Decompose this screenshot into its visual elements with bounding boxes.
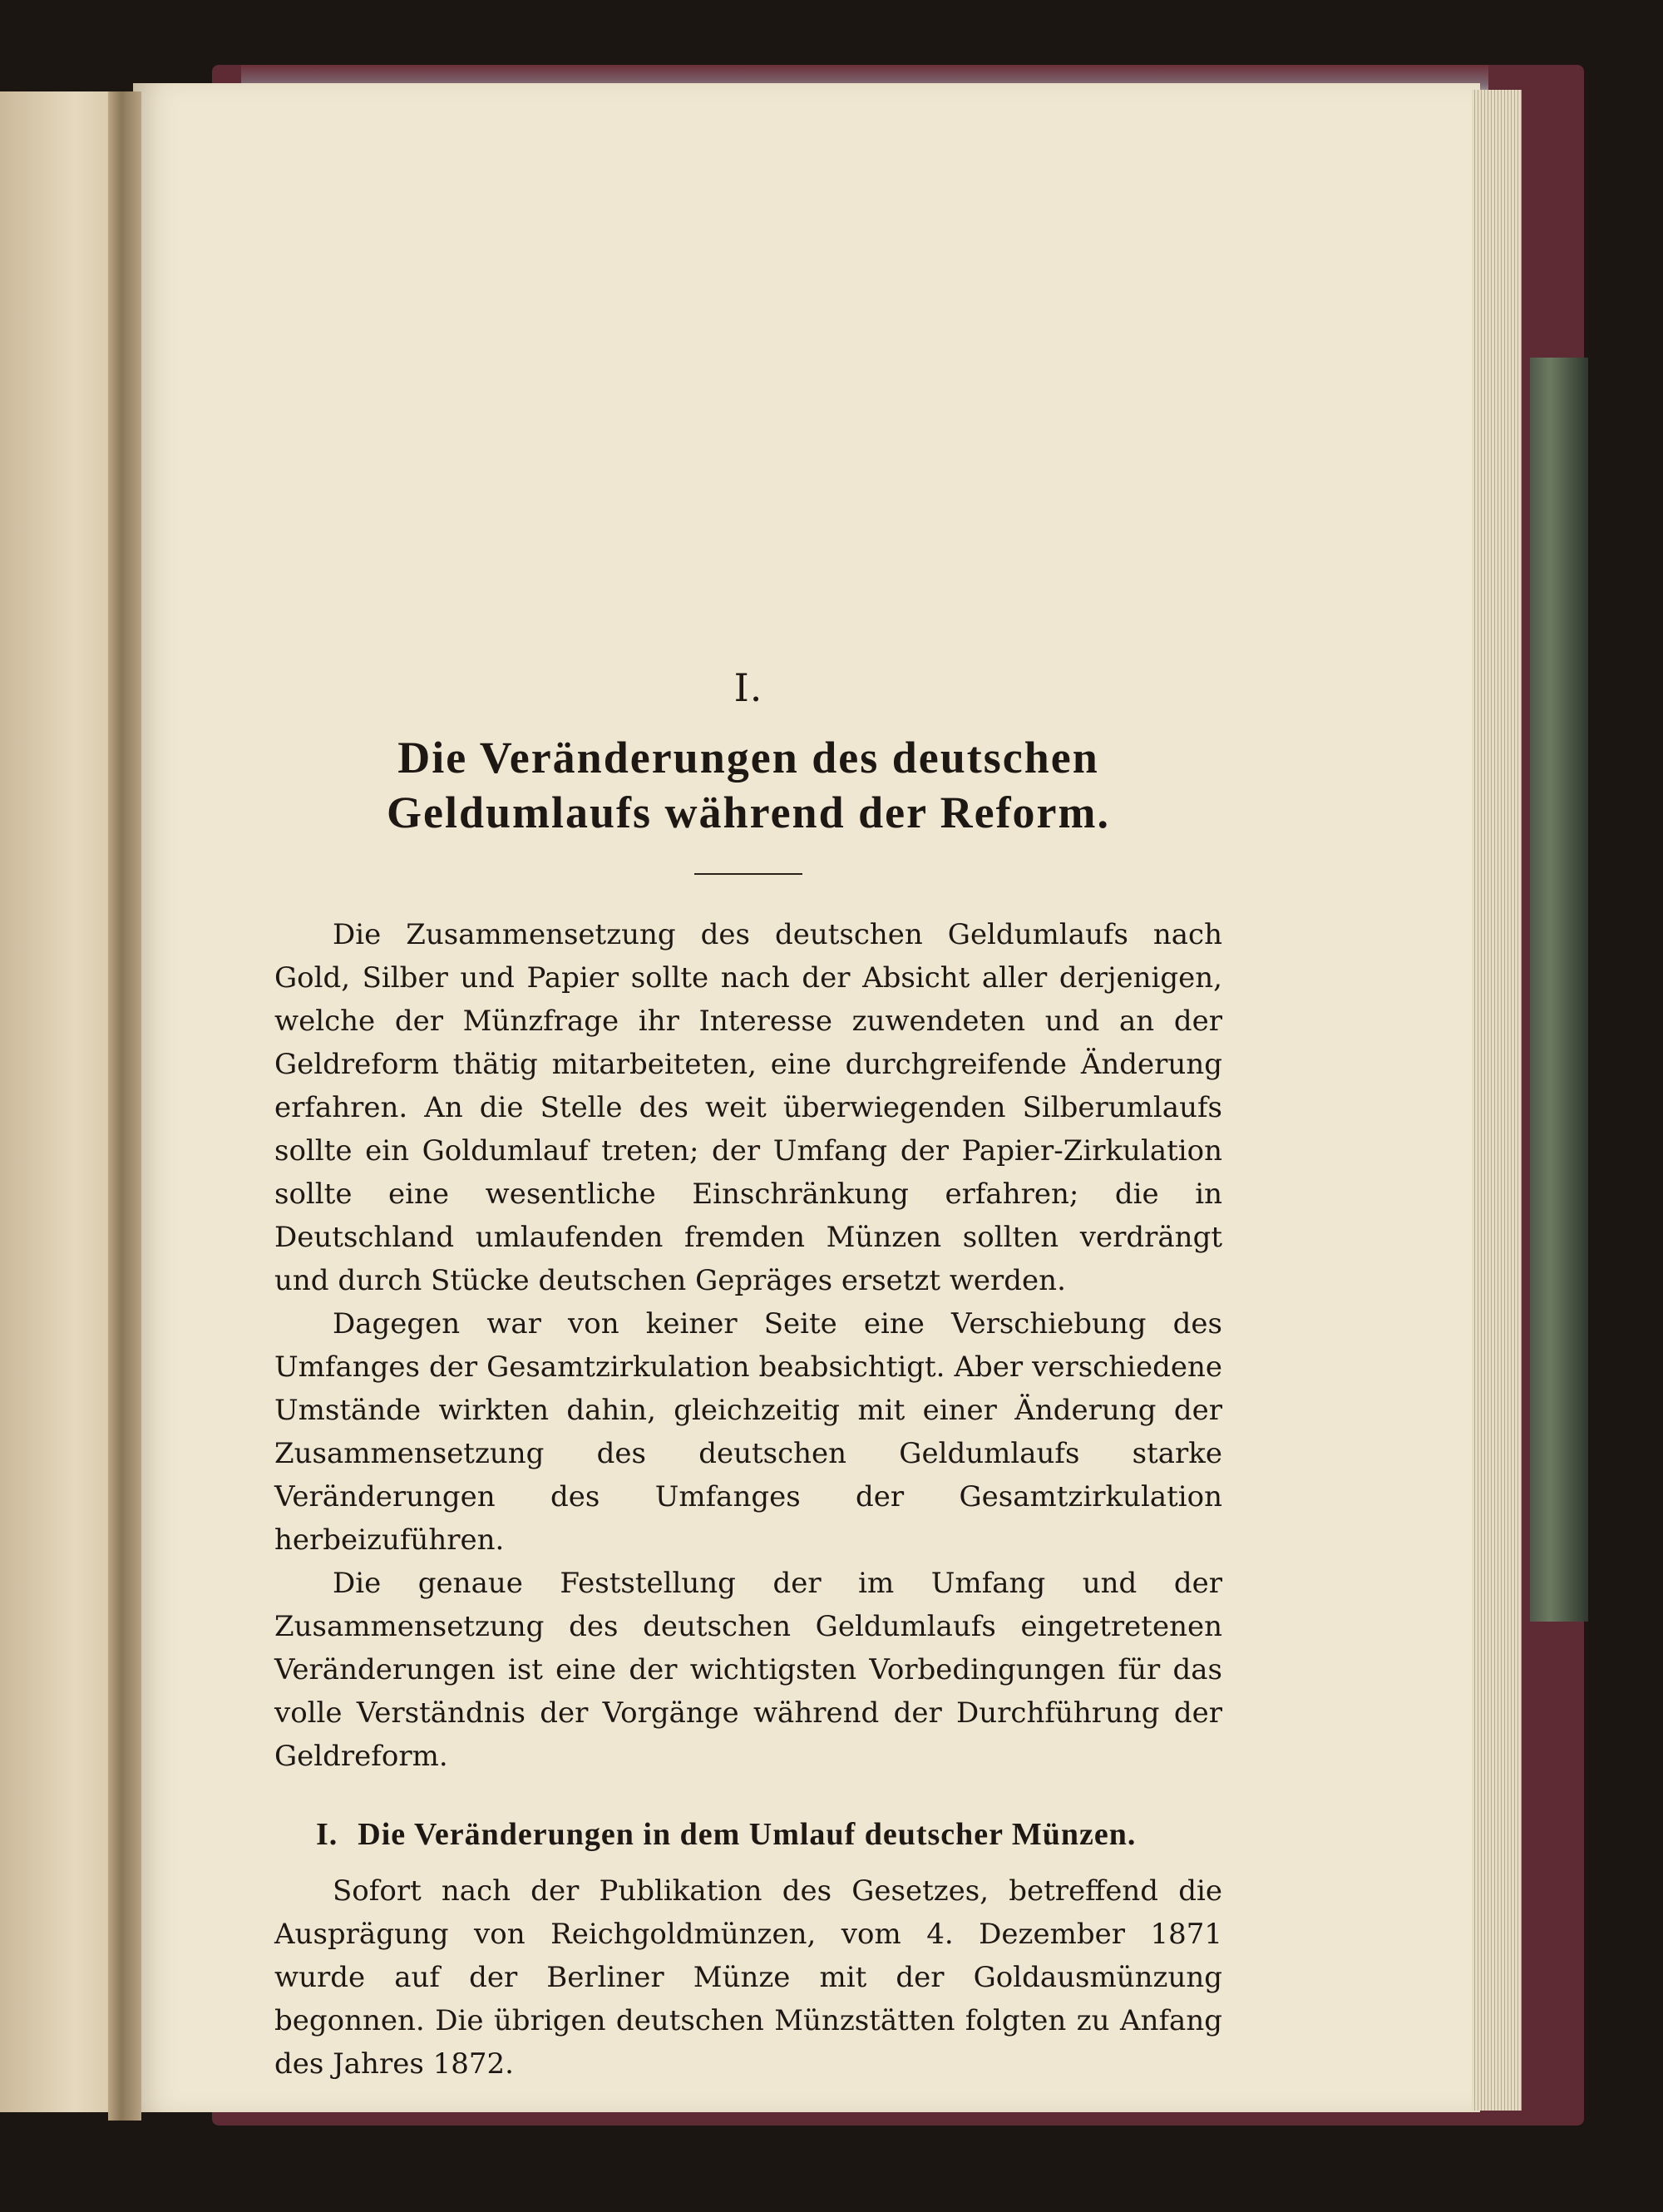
chapter-number: I. xyxy=(733,665,763,710)
section-title: Die Veränderungen in dem Umlauf deutscher Münzen. xyxy=(358,1817,1137,1852)
page-content xyxy=(274,665,1222,2086)
section-number: I. xyxy=(316,1817,338,1852)
paragraph: Dagegen war von keiner Seite eine Verschiebung des Umfanges der Gesamtzirkulation beabsichtigt. Aber verschiedene Umstände wirkten dahin, gleichzeitig mit einer Änderung der Zusammensetzung des deutschen Geldumlaufs starke Veränderungen des Umfanges der Gesamtzirkulation herbeizuführen. xyxy=(274,1307,1222,1557)
book-gutter xyxy=(108,91,141,2121)
chapter-title: Die Veränderungen des deutschen Geldumlaufs während der Reform. xyxy=(387,733,1110,837)
title-rule xyxy=(694,873,802,875)
left-page xyxy=(0,91,125,2112)
paragraph: Sofort nach der Publikation des Gesetzes, betreffend die Ausprägung von Reichgoldmünzen, vom 4. Dezember 1871 wurde auf der Berliner Münze mit der Goldausmünzung begonnen. Die übrigen deutschen Münzstätten folgten zu Anfang des Jahres 1872. xyxy=(274,1874,1222,2081)
marbled-cover-edge xyxy=(1530,358,1588,1622)
paragraph: Die Zusammensetzung des deutschen Geldumlaufs nach Gold, Silber und Papier sollte nach der Absicht aller derjenigen, welche der Münzfrage ihr Interesse zuwendeten und an der Geldreform thätig mitarbeiteten, eine durchgreifende Änderung erfahren. An die Stelle des weit überwiegenden Silberumlaufs sollte ein Goldumlauf treten; der Umfang der Papier-Zirkulation sollte eine wesentliche Einschränkung erfahren; die in Deutschland umlaufenden fremden Münzen sollten verdrängt und durch Stücke deutschen Gepräges ersetzt werden. xyxy=(274,918,1222,1297)
paragraph: Die genaue Feststellung der im Umfang und der Zusammensetzung des deutschen Geldumlaufs eingetretenen Veränderungen ist eine der wichtigsten Vorbedingungen für das volle Verständnis der Vorgänge während der Durchführung der Geldreform. xyxy=(274,1567,1222,1773)
section-heading xyxy=(316,1813,1222,1856)
page-edges xyxy=(1472,90,1522,2111)
